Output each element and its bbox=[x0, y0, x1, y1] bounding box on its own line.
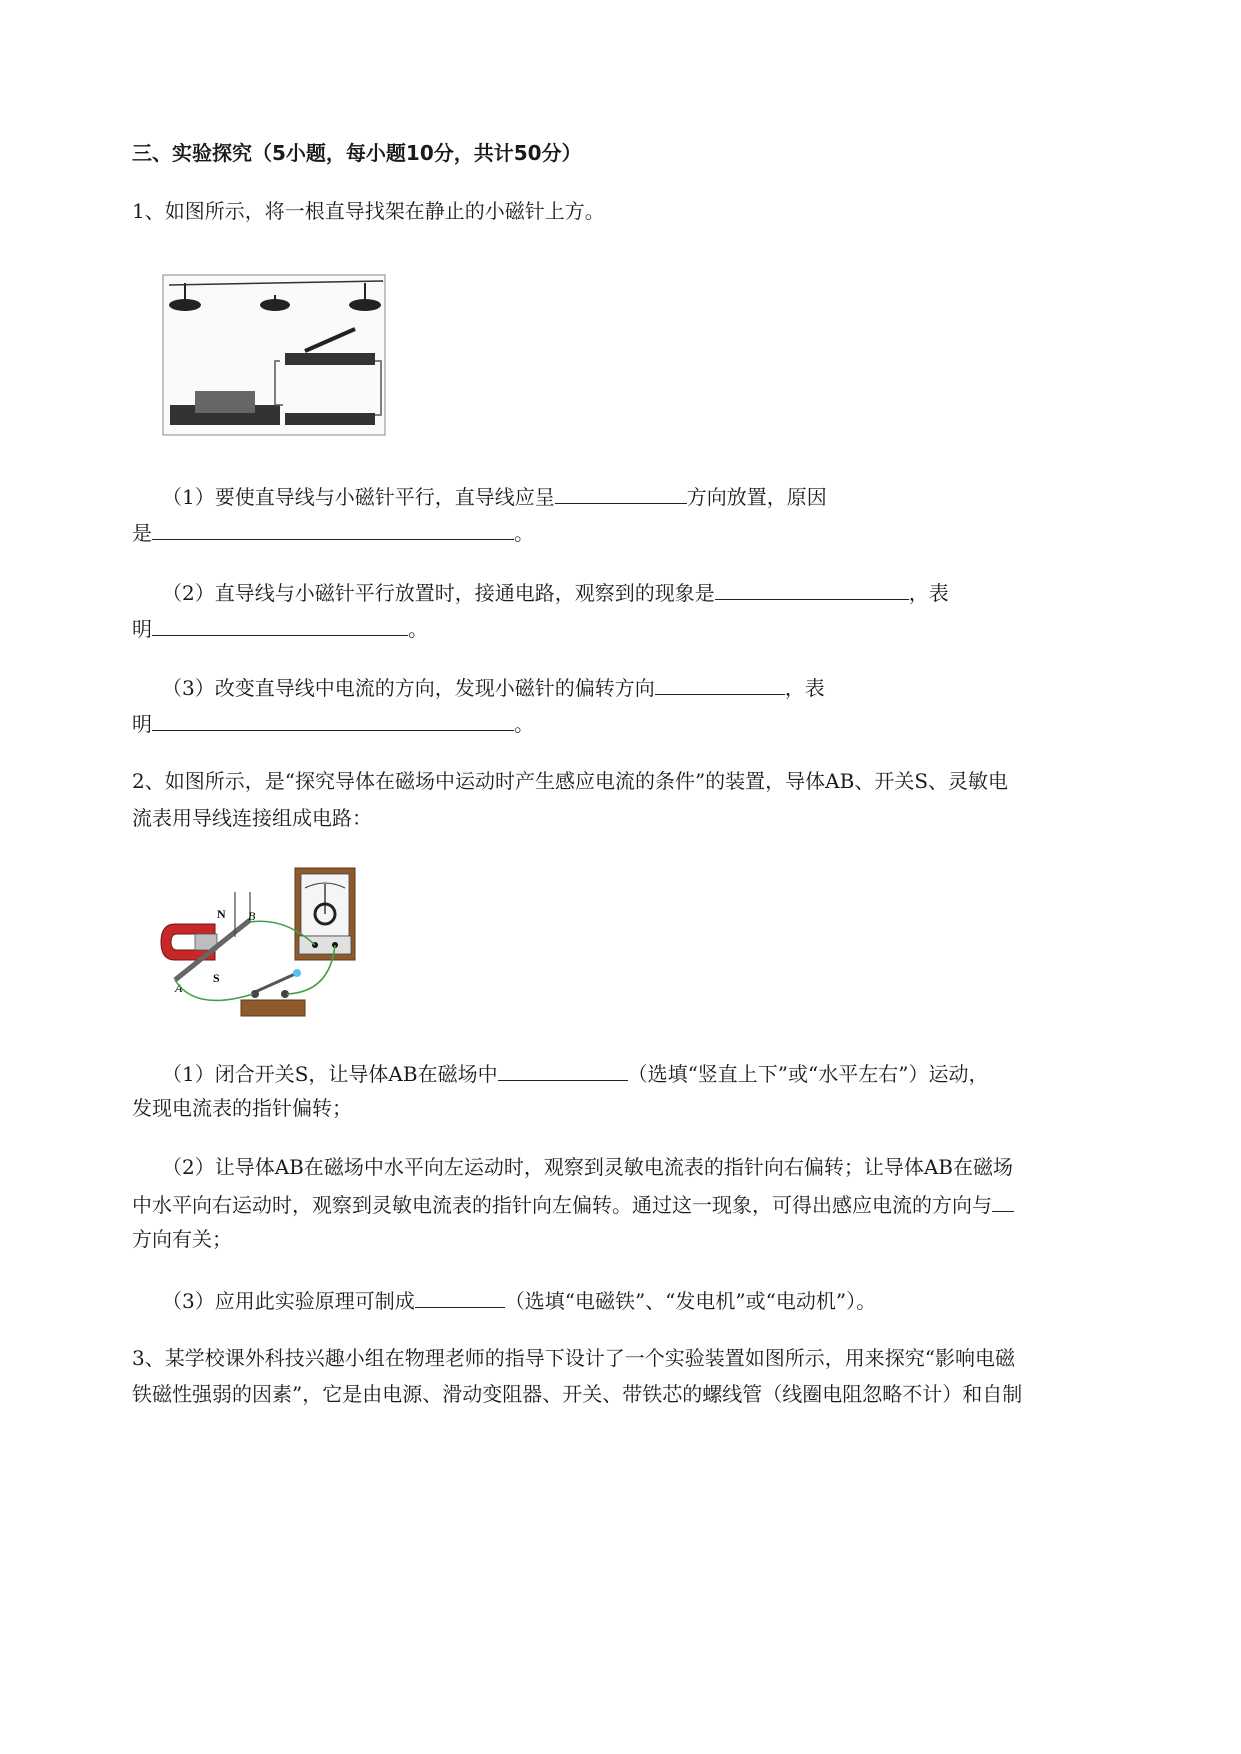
q2-part3-blank-device[interactable] bbox=[415, 1285, 505, 1308]
q3-stem-line2: 铁磁性强弱的因素”，它是由电源、滑动变阻器、开关、带铁芯的螺线管（线圈电阻忽略不计）和自制 bbox=[132, 1382, 1023, 1406]
q1-stem: 1、如图所示，将一根直导找架在静止的小磁针上方。 bbox=[132, 199, 605, 223]
left-disc bbox=[169, 299, 201, 311]
q2-part1-line1: （1）闭合开关S，让导体AB在磁场中 （选填“竖直上下”或“水平左右”）运动， bbox=[162, 1058, 988, 1088]
q1-part2-blank-conclusion[interactable] bbox=[152, 613, 408, 636]
q2-stem-line2: 流表用导线连接组成电路： bbox=[132, 806, 372, 830]
q1-part2-blank-phenomenon[interactable] bbox=[715, 577, 909, 600]
q2-part3-line: （3）应用此实验原理可制成 （选填“电磁铁”、“发电机”或“电动机”）。 bbox=[162, 1285, 876, 1315]
conductor-end-a-label: A bbox=[175, 981, 183, 995]
q1-part1-blank-reason[interactable] bbox=[152, 517, 514, 540]
q1-figure-straight-wire-compass bbox=[155, 265, 395, 445]
q1-part3-blank-conclusion[interactable] bbox=[152, 708, 514, 731]
q2-part2-line1: （2）让导体AB在磁场中水平向左运动时，观察到灵敏电流表的指针向右偏转；让导体AB在磁场 bbox=[162, 1155, 1014, 1179]
q1-part3-blank-direction[interactable] bbox=[655, 672, 785, 695]
magnet-pole-s-label: S bbox=[213, 971, 220, 985]
switch-s bbox=[255, 974, 295, 992]
right-disc bbox=[349, 299, 381, 311]
q2-part2-line3: 方向有关； bbox=[132, 1227, 232, 1251]
magnet-pole-n-label: N bbox=[217, 907, 226, 921]
q2-part2-blank-factor[interactable] bbox=[992, 1189, 1014, 1212]
section-title: 三、实验探究（5小题，每小题10分，共计50分） bbox=[132, 141, 582, 165]
compass-needle bbox=[260, 299, 290, 311]
q1-part1-line2: 是 。 bbox=[132, 517, 534, 547]
q1-part2-line1: （2）直导线与小磁针平行放置时，接通电路，观察到的现象是 ，表 bbox=[162, 577, 949, 607]
q2-figure-induction-apparatus bbox=[155, 862, 365, 1027]
q2-part2-line2: 中水平向右运动时，观察到灵敏电流表的指针向左偏转。通过这一现象，可得出感应电流的方向与 bbox=[132, 1189, 1014, 1219]
q3-stem-line1: 3、某学校课外科技兴趣小组在物理老师的指导下设计了一个实验装置如图所示，用来探究“影响电磁 bbox=[132, 1346, 1015, 1370]
battery bbox=[195, 391, 255, 413]
switch-base bbox=[285, 353, 375, 365]
q2-part1-line2: 发现电流表的指针偏转； bbox=[132, 1096, 352, 1120]
q1-part2-line2: 明 。 bbox=[132, 613, 428, 643]
switch-base bbox=[241, 1000, 305, 1016]
q1-part1-blank-direction[interactable] bbox=[555, 481, 687, 504]
q2-stem-line1: 2、如图所示，是“探究导体在磁场中运动时产生感应电流的条件”的装置，导体AB、开关S、灵敏电 bbox=[132, 769, 1009, 793]
q1-part3-line2: 明 。 bbox=[132, 708, 534, 738]
q2-part1-blank-motion[interactable] bbox=[498, 1058, 628, 1081]
conductor-end-b-label: B bbox=[248, 909, 256, 923]
q1-part3-line1: （3）改变直导线中电流的方向，发现小磁针的偏转方向 ，表 bbox=[162, 672, 825, 702]
q1-part1-line1: （1）要使直导线与小磁针平行，直导线应呈 方向放置，原因 bbox=[162, 481, 827, 511]
